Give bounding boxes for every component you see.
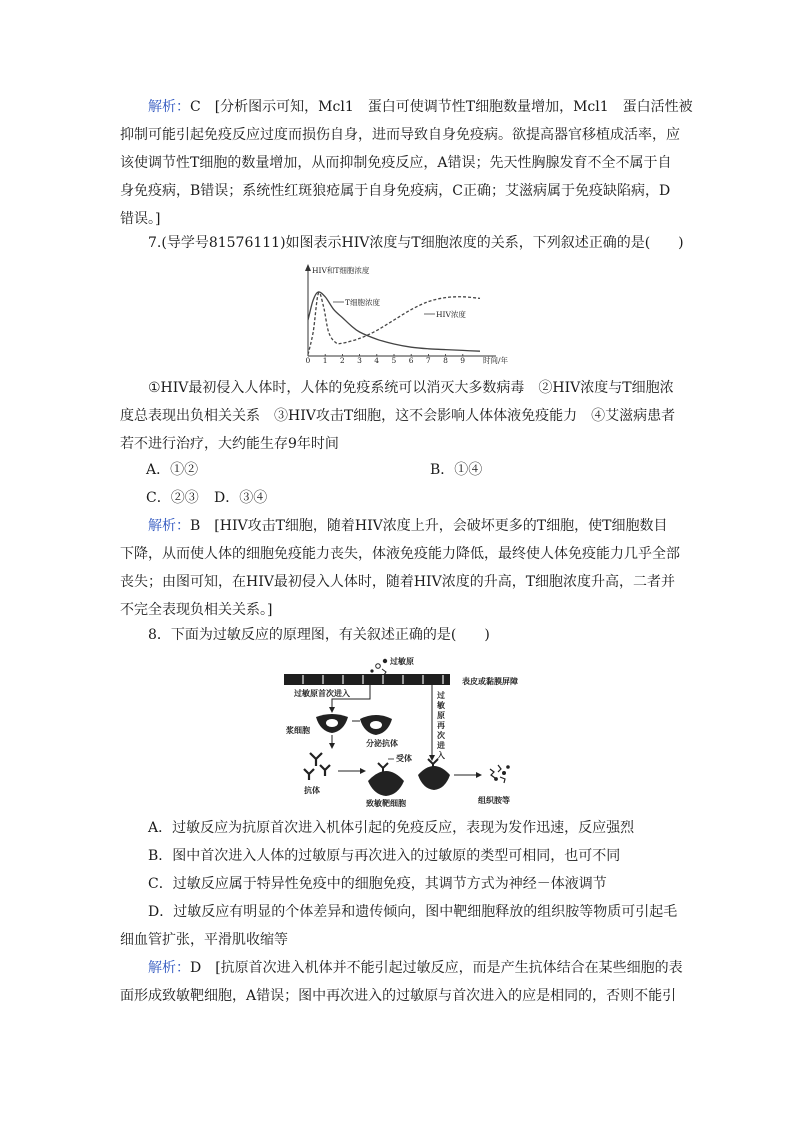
q7-analysis: 解析：B [HIV攻击T细胞，随着HIV浓度上升，会破坏更多的T细胞，使T细胞数目 下降，从而使人体的细胞免疫能力丧失，体液免疫能力降低，最终使人体免疫能力几乎全部 丧失；由图可知，在HIV最初侵入人体时，随着HIV浓度的升高，T细胞浓度升高，二者并 不完全表现负相关关系。] bbox=[120, 518, 680, 618]
secrete-antibody-label: 分泌抗体 bbox=[366, 738, 398, 748]
svg-text:过: 过 bbox=[437, 690, 445, 700]
analysis-label: 解析： bbox=[148, 518, 190, 534]
x-tick-label: 4 bbox=[374, 356, 380, 365]
q7-option-b: B．①④ bbox=[430, 462, 483, 478]
q6-analysis: 解析：C [分析图示可知，Mcl1 蛋白可使调节性T细胞数量增加，Mcl1 蛋白活性被 抑制可能引起免疫反应过度而损伤自身，进而导致自身免疫病。欲提高器官移植成活率，应 该使调节性T细胞的数量增加，从而抑制免疫反应，A错误；先天性胸腺发育不全不属于自 身免疫病，B错误；系统性红斑狼疮属于自身免疫病，C正确；艾滋病属于免疫缺陷病，D 错误。] bbox=[120, 99, 693, 227]
q8-option-c: C．过敏反应属于特异性免疫中的细胞免疫，其调节方式为神经－体液调节 bbox=[148, 876, 607, 892]
first-entry-label: 过敏原首次进入 bbox=[294, 688, 350, 698]
antibody-label: 抗体 bbox=[304, 785, 320, 795]
target-cell-label: 致敏靶细胞 bbox=[366, 798, 406, 808]
histamine-label: 组织胺等 bbox=[478, 795, 510, 805]
barrier-layer bbox=[284, 674, 450, 685]
x-tick-label: 5 bbox=[391, 356, 397, 365]
svg-text:进: 进 bbox=[437, 740, 445, 750]
allergen-particles bbox=[370, 659, 387, 675]
q8-stem: 8．下面为过敏反应的原理图，有关叙述正确的是( ) bbox=[148, 627, 490, 643]
x-tick-label: 7 bbox=[425, 356, 431, 365]
tcell-series-label: T细胞浓度 bbox=[345, 298, 381, 307]
svg-text:入: 入 bbox=[437, 750, 445, 760]
y-axis-label: HIV和T细胞浓度 bbox=[312, 266, 370, 275]
histamine-particles bbox=[490, 765, 509, 783]
hiv-tcell-chart bbox=[300, 262, 528, 366]
q7-option-d: D．③④ bbox=[214, 490, 268, 506]
q8-option-a: A．过敏反应为抗原首次进入机体引起的免疫反应，表现为发作迅速，反应强烈 bbox=[148, 820, 635, 836]
x-tick-label: 9 bbox=[460, 356, 466, 365]
sensitized-target-cell bbox=[368, 763, 404, 796]
x-tick-label: 0 bbox=[305, 356, 311, 365]
svg-text:原: 原 bbox=[437, 710, 445, 720]
analysis-label: 解析： bbox=[148, 99, 190, 115]
q8-option-d: D．过敏反应有明显的个体差异和遗传倾向，图中靶细胞释放的组织胺等物质可引起毛 bbox=[148, 904, 678, 920]
x-tick-label: 8 bbox=[443, 356, 448, 365]
receptor-label: 受体 bbox=[396, 753, 412, 763]
q8-option-b: B．图中首次进入人体的过敏原与再次进入的过敏原的类型可相同，也可不同 bbox=[148, 848, 621, 864]
second-entry-vertical-text bbox=[436, 690, 445, 760]
b-cell bbox=[316, 714, 348, 733]
x-tick-label: 1 bbox=[322, 356, 328, 365]
q7-statements: ①HIV最初侵入人体时，人体的免疫系统可以消灭大多数病毒 ②HIV浓度与T细胞浓 度总表现出负相关关系 ③HIV攻击T细胞，这不会影响人体体液免疫能力 ④艾滋病患者 若不进行治疗，大约能生存9年时间 bbox=[120, 380, 676, 452]
x-tick-label: 3 bbox=[357, 356, 362, 365]
plasma-cell-label: 浆细胞 bbox=[286, 725, 310, 735]
q8-option-d-cont: 细血管扩张，平滑肌收缩等 bbox=[120, 932, 288, 948]
svg-text:次: 次 bbox=[437, 730, 445, 740]
y-axis-arrow bbox=[305, 264, 311, 271]
barrier-label: 表皮或黏膜屏障 bbox=[462, 676, 518, 686]
antibody-icons bbox=[304, 753, 330, 780]
allergy-mechanism-diagram bbox=[282, 653, 572, 811]
svg-text:再: 再 bbox=[437, 720, 445, 730]
q7-option-c: C．②③ bbox=[146, 490, 199, 506]
x-axis-label: 时间/年 bbox=[483, 356, 509, 365]
allergen-label: 过敏原 bbox=[390, 656, 414, 666]
analysis-label: 解析： bbox=[148, 960, 190, 976]
x-tick-label: 2 bbox=[339, 356, 345, 365]
degranulating-cell bbox=[418, 759, 450, 790]
q7-stem: 7.(导学号81576111)如图表示HIV浓度与T细胞浓度的关系，下列叙述正确的是( ) bbox=[148, 235, 684, 251]
x-tick-label: 6 bbox=[408, 356, 414, 365]
q8-options bbox=[120, 814, 676, 954]
q7-option-a: A．①② bbox=[146, 462, 199, 478]
tcell-series-line bbox=[308, 292, 480, 351]
plasma-cell-secreting bbox=[360, 715, 392, 735]
hiv-series-label: HIV浓度 bbox=[436, 310, 466, 319]
q8-analysis: 解析：D [抗原首次进入机体并不能引起过敏反应，而是产生抗体结合在某些细胞的表 面形成致敏靶细胞，A错误；图中再次进入的过敏原与首次进入的应是相同的，否则不能引 bbox=[120, 960, 683, 1004]
svg-text:敏: 敏 bbox=[437, 700, 445, 710]
